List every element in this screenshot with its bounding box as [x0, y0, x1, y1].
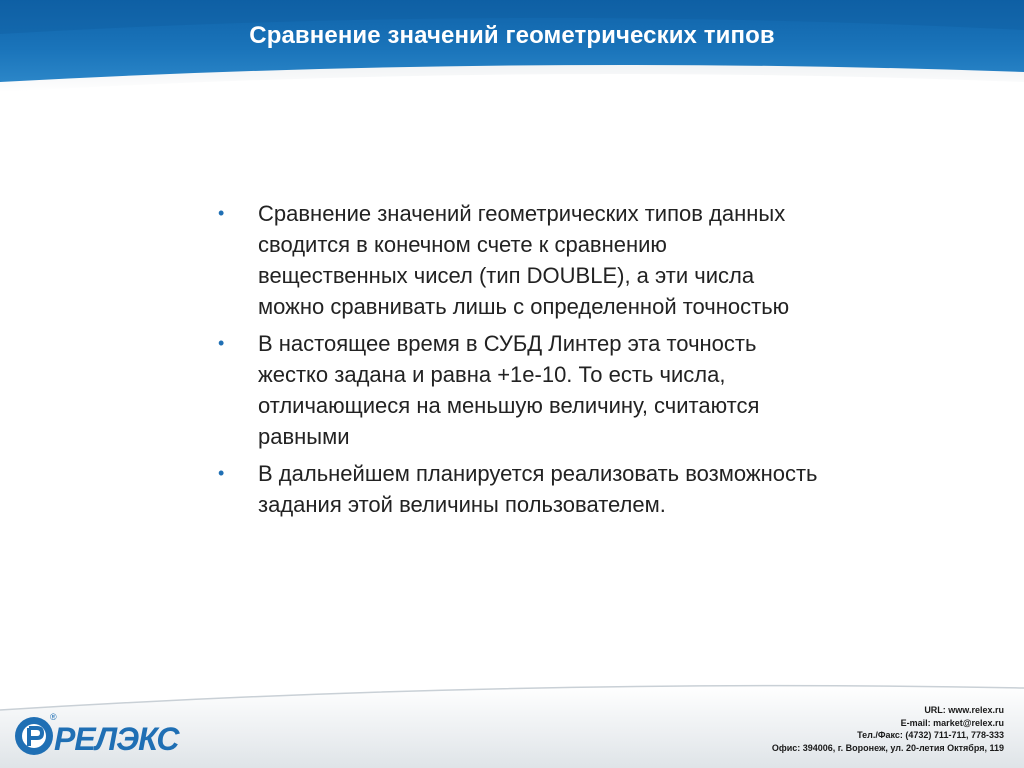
- content-area: [218, 198, 818, 526]
- contact-phone: Тел./Факс: (4732) 711-711, 778-333: [857, 730, 1004, 740]
- registered-mark: ®: [50, 712, 57, 722]
- bullet-icon: •: [218, 333, 225, 353]
- bullet-item: [218, 328, 818, 452]
- bullet-icon: •: [218, 203, 225, 223]
- bullet-item: [218, 458, 818, 520]
- relex-logo: [12, 706, 179, 762]
- contact-email: E-mail: market@relex.ru: [900, 717, 1004, 728]
- contact-info: [772, 704, 1004, 754]
- bullet-text: В настоящее время в СУБД Линтер эта точность жестко задана и равна +1е-10. То есть числа, отличающиеся на меньшую величину, считаются равными: [258, 331, 760, 449]
- bullet-list: [218, 198, 818, 520]
- slide-title: Сравнение значений геометрических типов: [249, 22, 775, 49]
- bullet-text: В дальнейшем планируется реализовать возможность задания этой величины пользователем.: [258, 461, 818, 517]
- logo-wordmark: РЕЛЭКС: [54, 721, 179, 757]
- contact-url: URL: www.relex.ru: [924, 705, 1004, 715]
- header-band: [0, 0, 1024, 100]
- bullet-item: [218, 198, 818, 322]
- bullet-icon: •: [218, 463, 225, 483]
- bullet-text: Сравнение значений геометрических типов данных сводится в конечном счете к сравнению вещественных чисел (тип DOUBLE), а эти числа можно сравнивать лишь с определенной точностью: [258, 201, 790, 319]
- contact-office: Офис: 394006, г. Воронеж, ул. 20-летия Октября, 119: [771, 742, 1004, 753]
